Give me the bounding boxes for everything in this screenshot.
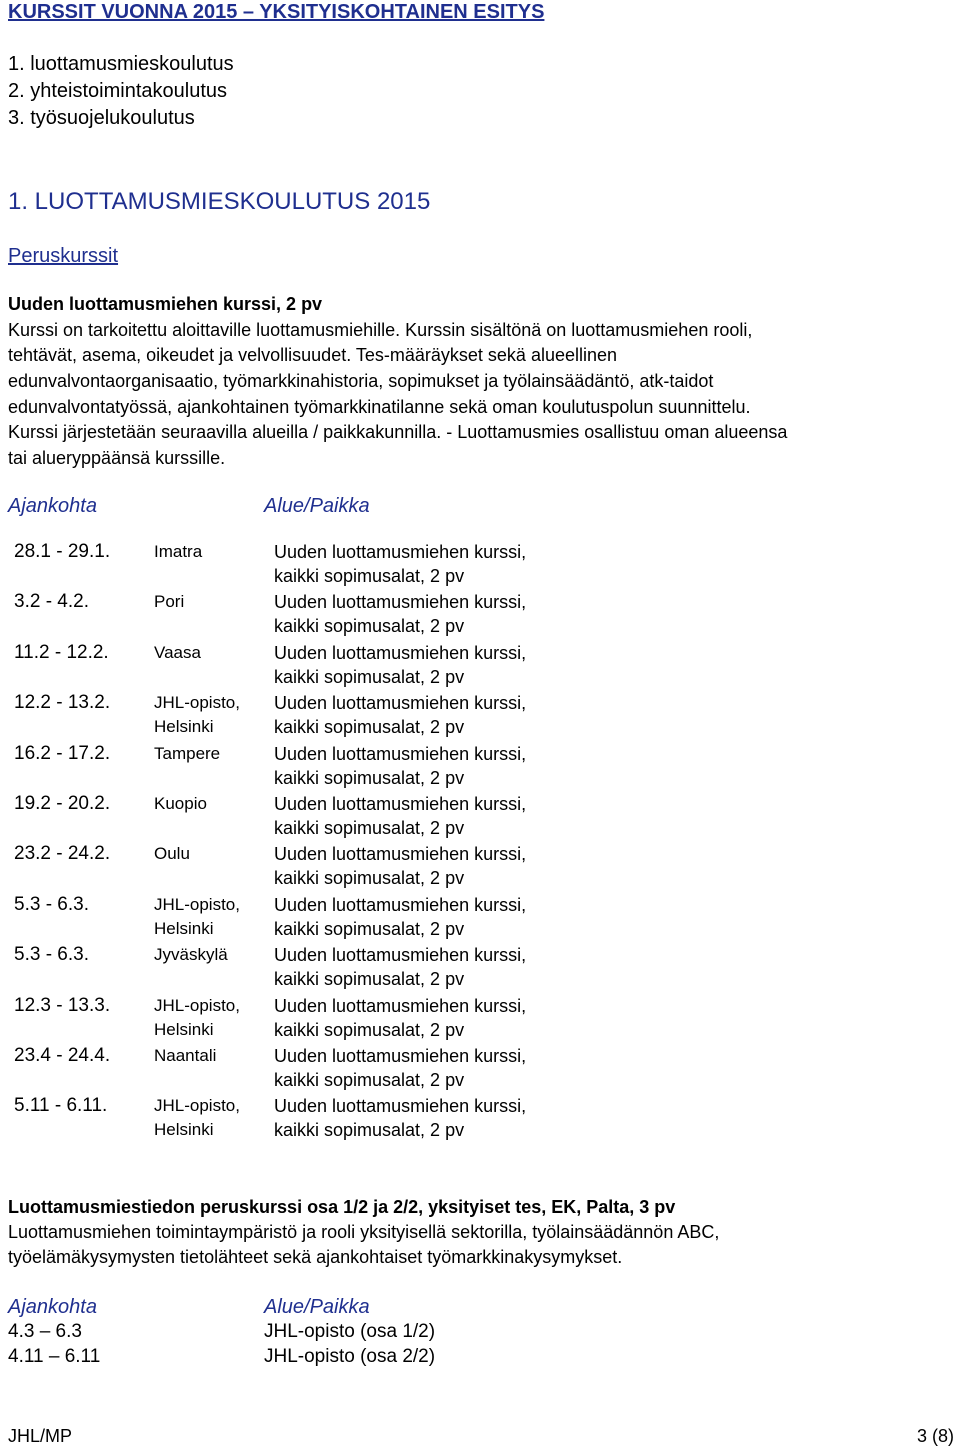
row-course: Uuden luottamusmiehen kurssi, kaikki sopimusalat, 2 pv [274,945,527,990]
row-place: JHL-opisto, Helsinki [154,894,240,938]
column-header-place: Alue/Paikka [264,1296,370,1318]
table-row [14,842,614,892]
table-row [14,1044,614,1094]
row-course: Uuden luottamusmiehen kurssi, kaikki sopimusalat, 2 pv [274,642,527,687]
course-description-line: Kurssi on tarkoitettu aloittaville luottamusmiehille. Kurssin sisältönä on luottamusmiehen rooli, [8,320,753,340]
row-date: 16.2 - 17.2. [14,742,111,764]
row-place: Pori [154,592,185,612]
column-header-place: Alue/Paikka [264,495,370,517]
section-heading: 1. LUOTTAMUSMIESKOULUTUS 2015 [8,188,431,215]
row-course: Uuden luottamusmiehen kurssi, kaikki sopimusalat, 2 pv [274,542,527,586]
page-title: KURSSIT VUONNA 2015 – YKSITYISKOHTAINEN ESITYS [8,1,545,23]
row-date: 23.2 - 24.2. [14,843,111,865]
table-row [14,1094,614,1144]
row-course: Uuden luottamusmiehen kurssi, kaikki sopimusalat, 2 pv [274,693,527,738]
table-row [14,540,614,590]
row-place: Imatra [154,542,203,561]
row-date: 4.11 – 6.11 [8,1346,101,1367]
row-place: JHL-opisto, Helsinki [154,693,240,737]
section-subheading: Peruskurssit [8,245,119,267]
table-row [14,590,614,640]
row-course: Uuden luottamusmiehen kurssi, kaikki sopimusalat, 2 pv [274,793,527,838]
row-date: 23.4 - 24.4. [14,1044,111,1066]
row-course: Uuden luottamusmiehen kurssi, kaikki sopimusalat, 2 pv [274,844,527,889]
table-row [14,742,614,792]
row-date: 28.1 - 29.1. [14,541,111,562]
course-title: Luottamusmiestiedon peruskurssi osa 1/2 ja 2/2, yksityiset tes, EK, Palta, 3 pv [8,1197,676,1217]
row-course: Uuden luottamusmiehen kurssi, kaikki sopimusalat, 2 pv [274,743,527,788]
row-date: 19.2 - 20.2. [14,792,111,814]
row-date: 3.2 - 4.2. [14,591,89,613]
row-course: Uuden luottamusmiehen kurssi, kaikki sopimusalat, 2 pv [274,1045,527,1090]
table-row [14,943,614,993]
footer-left: JHL/MP [8,1426,73,1446]
column-header-date: Ajankohta [8,495,97,517]
table-row [14,994,614,1044]
toc-item-1: 1. luottamusmieskoulutus [8,53,234,75]
row-date: 11.2 - 12.2. [14,641,109,663]
row-course: Uuden luottamusmiehen kurssi, kaikki sopimusalat, 2 pv [274,894,527,939]
row-course: Uuden luottamusmiehen kurssi, kaikki sopimusalat, 2 pv [274,1096,527,1141]
table-row [14,641,614,691]
row-date: 5.3 - 6.3. [14,893,89,915]
schedule-table [14,540,614,1145]
course-title: Uuden luottamusmiehen kurssi, 2 pv [8,294,323,314]
course-description-line: tehtävät, asema, oikeudet ja velvollisuudet. Tes-määräykset sekä alueellinen [8,345,618,365]
course-description-line: edunvalvontatyössä, ajankohtainen työmarkkinatilanne sekä oman koulutuspolun suunnittelu. [8,397,751,417]
table-row [14,691,614,741]
row-place: JHL-opisto (osa 2/2) [264,1346,436,1367]
row-place: Naantali [154,1045,217,1065]
row-place: JHL-opisto, Helsinki [154,1096,240,1140]
row-place: Tampere [154,743,221,763]
row-date: 5.3 - 6.3. [14,944,89,966]
course-description-line: Luottamusmiehen toimintaympäristö ja rooli yksityisellä sektorilla, työlainsäädännön ABC, [8,1222,720,1242]
course-description-line: Kurssi järjestetään seuraavilla alueilla / paikkakunnilla. - Luottamusmies osallistuu oman alueensa [8,422,788,442]
column-header-date: Ajankohta [8,1296,97,1318]
row-date: 12.2 - 13.2. [14,692,111,714]
row-place: JHL-opisto, Helsinki [154,995,240,1039]
row-date: 5.11 - 6.11. [14,1095,108,1117]
course-description-line: edunvalvontaorganisaatio, työmarkkinahistoria, sopimukset ja työlainsäädäntö, atk-taidot [8,371,714,391]
table-row [14,792,614,842]
course-description-line: tai alueryppäänsä kurssille. [8,448,226,468]
row-place: Kuopio [154,793,207,813]
course-description-line: työelämäkysymysten tietolähteet sekä ajankohtaiset työmarkkinakysymykset. [8,1247,623,1267]
page-number: 3 (8) [916,1426,954,1446]
toc-item-3: 3. työsuojelukoulutus [8,107,195,129]
row-course: Uuden luottamusmiehen kurssi, kaikki sopimusalat, 2 pv [274,995,527,1040]
row-place: Vaasa [154,642,201,662]
row-date: 4.3 – 6.3 [8,1321,82,1342]
row-place: Jyväskylä [154,945,228,965]
row-course: Uuden luottamusmiehen kurssi, kaikki sopimusalat, 2 pv [274,592,527,637]
row-place: JHL-opisto (osa 1/2) [264,1321,436,1342]
row-date: 12.3 - 13.3. [14,994,111,1016]
toc-item-2: 2. yhteistoimintakoulutus [8,80,228,102]
row-place: Oulu [154,844,190,864]
table-row [14,893,614,943]
